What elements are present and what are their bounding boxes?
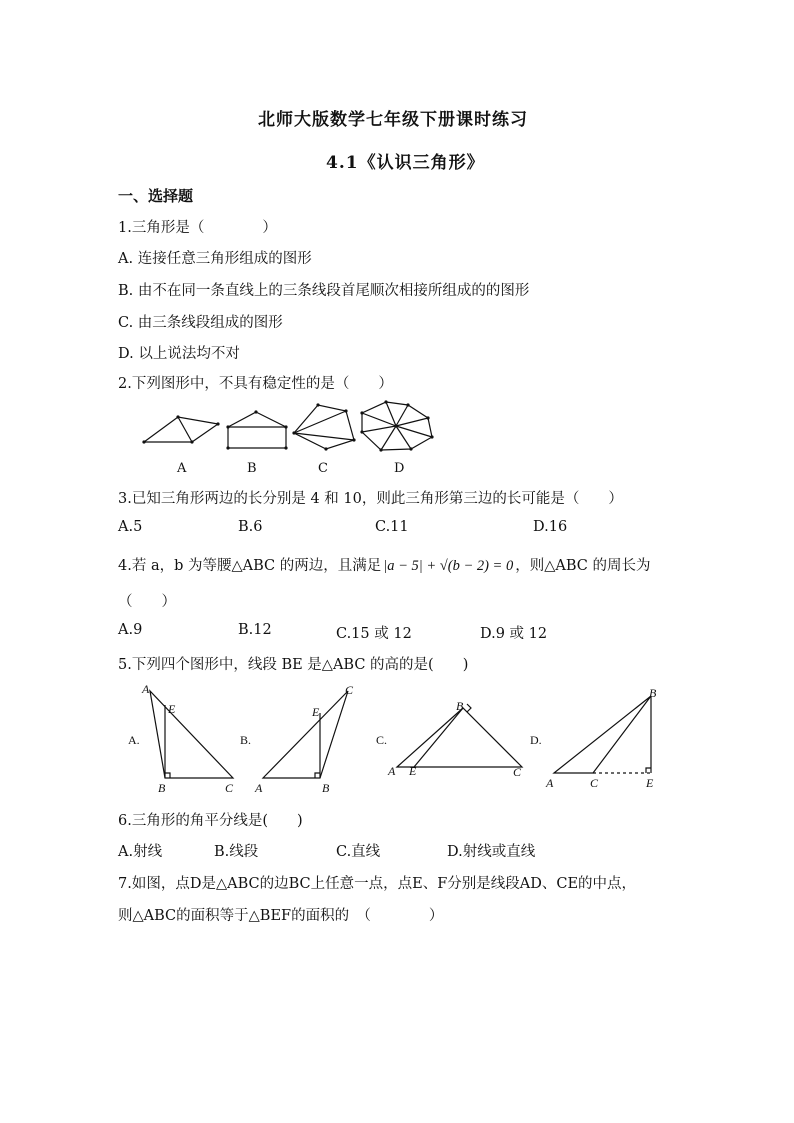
- question-4-option-c: C.15 或 12: [336, 626, 412, 642]
- svg-text:A: A: [142, 682, 150, 696]
- question-4-option-b: B.12: [238, 622, 272, 638]
- question-1-option-b: B. 由不在同一条直线上的三条线段首尾顺次相接所组成的的图形: [118, 283, 530, 299]
- svg-text:B: B: [322, 781, 330, 795]
- question-2-stem: 2.下列图形中，不具有稳定性的是（ ）: [118, 376, 393, 392]
- svg-text:E: E: [646, 776, 654, 790]
- question-4-stem-post: ，则△ABC 的周长为: [515, 558, 651, 574]
- svg-text:A: A: [388, 764, 396, 778]
- question-3-option-c: C.11: [375, 519, 409, 535]
- question-3-option-a: A.5: [118, 519, 143, 535]
- question-6-option-d: D.射线或直线: [447, 844, 536, 860]
- figure-5c: [397, 704, 522, 767]
- question-1-stem: 1.三角形是（ ）: [118, 220, 277, 236]
- question-3-option-d: D.16: [533, 519, 568, 535]
- question-1-option-c: C. 由三条线段组成的图形: [118, 315, 283, 331]
- question-7-line2: 则△ABC的面积等于△BEF的面积的 （ ）: [118, 908, 444, 924]
- svg-text:C: C: [590, 776, 599, 790]
- figure-5b: [263, 691, 348, 778]
- svg-text:C: C: [345, 683, 354, 697]
- svg-text:E: E: [409, 764, 417, 778]
- question-4-option-a: A.9: [118, 622, 143, 638]
- svg-text:B.: B.: [240, 733, 252, 747]
- figure-5d: [554, 696, 651, 773]
- section-heading: 一、选择题: [118, 187, 194, 205]
- figure-5a: [150, 691, 233, 778]
- svg-text:C: C: [513, 765, 522, 779]
- svg-text:C: C: [225, 781, 234, 795]
- page-subtitle: 4.1《认识三角形》: [326, 153, 485, 173]
- figure-2b: [228, 412, 286, 448]
- svg-text:A.: A.: [128, 733, 140, 747]
- figure-2-label-d: D: [394, 461, 405, 476]
- figure-2-label-b: B: [247, 461, 257, 476]
- figure-2-label-c: C: [318, 461, 328, 476]
- svg-text:D.: D.: [530, 733, 542, 747]
- svg-text:B: B: [649, 686, 657, 700]
- figure-2-label-a: A: [177, 461, 187, 476]
- question-1-option-a: A. 连接任意三角形组成的图形: [118, 251, 312, 267]
- svg-text:B: B: [456, 699, 464, 713]
- question-4-stem-pre: 4.若 a，b 为等腰△ABC 的两边，且满足: [118, 558, 382, 574]
- question-4-math: |a − 5| + √(b − 2) = 0: [383, 558, 514, 574]
- question-6-option-a: A.射线: [118, 844, 163, 860]
- question-5-figures: [120, 680, 680, 795]
- figure-2a: [144, 417, 218, 442]
- svg-text:B: B: [158, 781, 166, 795]
- question-4-option-d: D.9 或 12: [480, 626, 548, 642]
- question-1-option-d: D. 以上说法均不对: [118, 346, 240, 362]
- svg-text:C.: C.: [376, 733, 388, 747]
- svg-text:A: A: [255, 781, 263, 795]
- question-4-stem-line2: （ ）: [118, 594, 176, 610]
- question-3-stem: 3.已知三角形两边的长分别是 4 和 10，则此三角形第三边的长可能是（ ）: [118, 491, 623, 507]
- question-5-stem: 5.下列四个图形中，线段 BE 是△ABC 的高的是( ): [118, 657, 469, 673]
- svg-text:E: E: [312, 705, 320, 719]
- question-3-option-b: B.6: [238, 519, 263, 535]
- question-6-option-b: B.线段: [214, 844, 259, 860]
- question-2-figures: [130, 396, 450, 456]
- question-6-option-c: C.直线: [336, 844, 381, 860]
- page-title: 北师大版数学七年级下册课时练习: [258, 110, 528, 130]
- question-7-line1: 7.如图，点D是△ABC的边BC上任意一点，点E、F分别是线段AD、CE的中点，: [118, 876, 637, 892]
- question-6-stem: 6.三角形的角平分线是( ): [118, 813, 303, 829]
- question-4-stem: [118, 554, 650, 575]
- svg-text:A: A: [546, 776, 554, 790]
- svg-text:E: E: [168, 702, 176, 716]
